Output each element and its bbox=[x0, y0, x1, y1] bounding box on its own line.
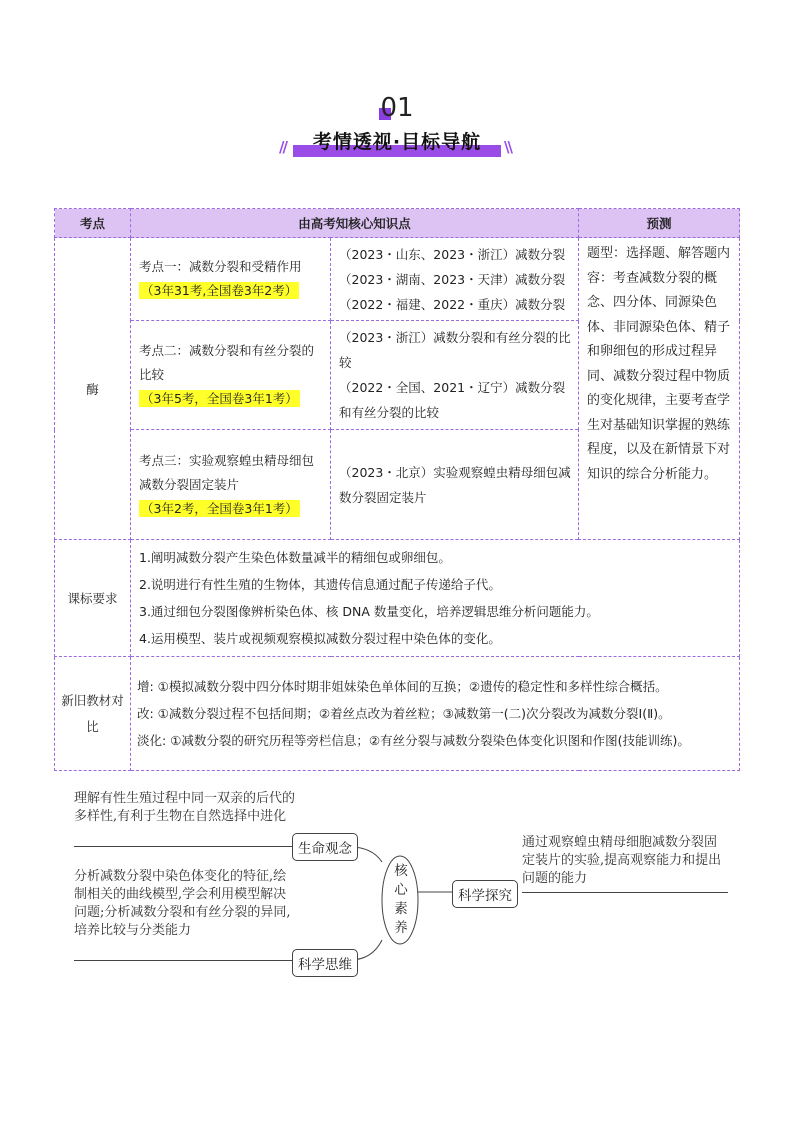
standard-item: 3.通过细包分裂图像辨析染色体、核 DNA 数量变化，培养逻辑思维分析问题能力。 bbox=[139, 604, 599, 619]
exam-point-stat: （3年2考，全国卷3年1考） bbox=[141, 500, 298, 516]
exam-point-3 bbox=[131, 430, 331, 540]
source-line: （2023・山东、2023・浙江）减数分裂 bbox=[339, 246, 566, 262]
header-exam-point: 考点 bbox=[55, 209, 131, 238]
exam-point-name: 考点三：实验观察蝗虫精母细包减数分裂固定装片 bbox=[139, 452, 315, 492]
section-number: 01 bbox=[380, 93, 414, 123]
source-line: （2023・浙江）减数分裂和有丝分裂的比较 bbox=[339, 330, 571, 370]
table-row bbox=[55, 540, 740, 657]
life-concept-text: 理解有性生殖过程中同一双亲的后代的多样性,有利于生物在自然选择中进化 bbox=[74, 791, 296, 824]
exam-point-2 bbox=[131, 321, 331, 430]
source-line: （2022・全国、2021・辽宁）减数分裂和有丝分裂的比较 bbox=[339, 380, 566, 420]
standards-cell bbox=[131, 540, 740, 657]
exam-point-1 bbox=[131, 238, 331, 321]
header-core-knowledge: 由高考知核心知识点 bbox=[131, 209, 579, 238]
exam-point-3-sources bbox=[331, 430, 579, 540]
enzyme-label: 酶 bbox=[55, 238, 131, 540]
compare-label: 新旧教材对比 bbox=[55, 657, 131, 771]
exam-point-stat: （3年5考，全国卷3年1考） bbox=[141, 391, 298, 406]
compare-item: 淡化: ①减数分裂的研究历程等旁栏信息；②有丝分裂与减数分裂染色体变化识图和作图(技能训练)。 bbox=[137, 733, 690, 748]
banner-left-slash-icon: // bbox=[279, 138, 286, 156]
table-row bbox=[55, 238, 740, 321]
table-row bbox=[55, 657, 740, 771]
node-science-thinking: 科学思维 bbox=[292, 949, 358, 977]
table-header-row bbox=[55, 209, 740, 238]
compare-item: 增: ①模拟减数分裂中四分体时期非姐妹染色单体间的互换；②遗传的稳定性和多样性综合概括。 bbox=[137, 679, 668, 694]
standard-item: 2.说明进行有性生殖的生物体，其遗传信息通过配子传递给子代。 bbox=[139, 577, 501, 592]
core-literacy-label: 核心素养 bbox=[394, 863, 408, 936]
compare-item: 改: ①减数分裂过程不包括间期；②着丝点改为着丝粒；③减数第一(二)次分裂改为减数分裂Ⅰ(Ⅱ)。 bbox=[137, 706, 671, 721]
science-thinking-underline bbox=[74, 960, 296, 961]
science-inquiry-underline bbox=[522, 892, 728, 893]
standards-label: 课标要求 bbox=[55, 540, 131, 657]
section-title: 考情透视·目标导航 bbox=[312, 131, 482, 153]
exam-point-name: 考点二：减数分裂和有丝分裂的比较 bbox=[139, 343, 315, 382]
exam-overview-table bbox=[54, 208, 740, 771]
header-prediction: 预测 bbox=[579, 209, 740, 238]
exam-point-1-sources bbox=[331, 238, 579, 321]
standard-item: 4.运用模型、装片或视频观察模拟减数分裂过程中染色体的变化。 bbox=[139, 631, 501, 646]
science-inquiry-text: 通过观察蝗虫精母细胞减数分裂固定装片的实验,提高观察能力和提出问题的能力 bbox=[522, 835, 722, 886]
compare-cell bbox=[131, 657, 740, 771]
node-life-concept: 生命观念 bbox=[292, 833, 358, 861]
banner-right-slash-icon: \\ bbox=[504, 138, 511, 156]
source-line: （2023・湖南、2023・天津）减数分裂 bbox=[339, 271, 566, 287]
exam-point-name: 考点一：减数分裂和受精作用 bbox=[139, 259, 302, 274]
standard-item: 1.阐明减数分裂产生染色体数量减半的精细包或卵细包。 bbox=[139, 550, 451, 565]
prediction-cell: 题型：选择题、解答题内容：考查减数分裂的概念、四分体、同源染色体、非同源染色体、精子和卵细包的形成过程异同、减数分裂过程中物质的变化规律，主要考查学生对基础知识掌握的熟练程度，以及在新情景下对知识的综合分析能力。 bbox=[579, 238, 740, 540]
source-line: （2023・北京）实验观察蝗虫精母细包减数分裂固定装片 bbox=[339, 464, 571, 505]
exam-point-stat: （3年31考,全国卷3年2考） bbox=[141, 283, 298, 298]
life-concept-underline bbox=[74, 846, 296, 847]
exam-point-2-sources bbox=[331, 321, 579, 430]
node-science-inquiry: 科学探究 bbox=[452, 880, 518, 908]
source-line: （2022・福建、2022・重庆）减数分裂 bbox=[339, 296, 566, 312]
science-thinking-text: 分析减数分裂中染色体变化的特征,绘制相关的曲线模型,学会利用模型解决问题;分析减数分裂和有丝分裂的异同,培养比较与分类能力 bbox=[74, 869, 291, 938]
